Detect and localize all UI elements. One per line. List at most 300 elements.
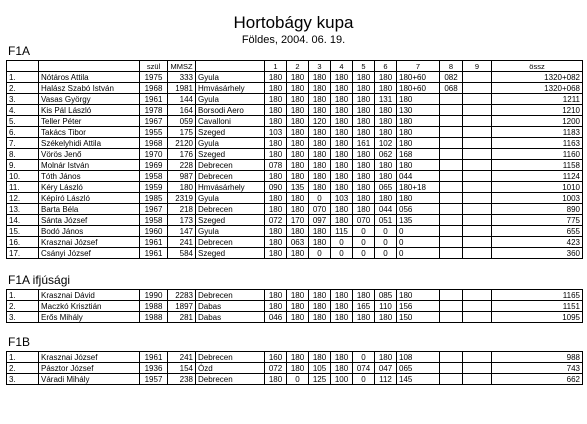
table-cell bbox=[440, 215, 463, 226]
table-cell: 180 bbox=[331, 94, 353, 105]
table-row bbox=[7, 182, 583, 193]
table-cell bbox=[463, 193, 492, 204]
table-cell: 180 bbox=[287, 72, 309, 83]
results-table-f1b bbox=[6, 351, 583, 385]
table-cell: 1968 bbox=[140, 138, 168, 149]
table-cell: 1961 bbox=[140, 248, 168, 259]
table-cell: 180 bbox=[375, 72, 397, 83]
table-cell: 100 bbox=[331, 374, 353, 385]
table-row bbox=[7, 290, 583, 301]
table-cell: 180 bbox=[309, 237, 331, 248]
table-cell: 063 bbox=[287, 237, 309, 248]
table-cell: 180 bbox=[287, 105, 309, 116]
table-cell: 1990 bbox=[140, 290, 168, 301]
table-cell: Szeged bbox=[196, 215, 265, 226]
table-cell: 062 bbox=[375, 149, 397, 160]
table-cell: 180 bbox=[331, 138, 353, 149]
table-cell: 1010 bbox=[492, 182, 583, 193]
table-cell: 120 bbox=[309, 116, 331, 127]
table-cell: Teller Péter bbox=[39, 116, 140, 127]
table-cell: 180 bbox=[287, 83, 309, 94]
table-cell: 1968 bbox=[140, 83, 168, 94]
table-cell: 180 bbox=[331, 182, 353, 193]
table-cell: 180 bbox=[309, 226, 331, 237]
table-cell: 4. bbox=[7, 105, 39, 116]
table-cell: 2. bbox=[7, 301, 39, 312]
table-cell: Sánta József bbox=[39, 215, 140, 226]
table-cell: 13. bbox=[7, 204, 39, 215]
table-cell: 1165 bbox=[492, 290, 583, 301]
table-cell bbox=[440, 193, 463, 204]
table-cell: 655 bbox=[492, 226, 583, 237]
table-cell bbox=[440, 94, 463, 105]
table-cell bbox=[440, 149, 463, 160]
table-cell: 180 bbox=[353, 83, 375, 94]
table-cell: Vörös Jenő bbox=[39, 149, 140, 160]
table-row bbox=[7, 312, 583, 323]
table-row bbox=[7, 72, 583, 83]
table-cell: 180 bbox=[287, 127, 309, 138]
table-cell: 180 bbox=[265, 301, 287, 312]
table-cell: 9. bbox=[7, 160, 39, 171]
table-cell: 1985 bbox=[140, 193, 168, 204]
table-cell: 0 bbox=[331, 237, 353, 248]
table-cell: 180 bbox=[375, 352, 397, 363]
table-cell: 180 bbox=[353, 116, 375, 127]
table-row bbox=[7, 226, 583, 237]
table-cell: 180 bbox=[287, 193, 309, 204]
table-cell: 180 bbox=[309, 312, 331, 323]
table-cell: Barta Béla bbox=[39, 204, 140, 215]
table-cell: 180 bbox=[287, 204, 309, 215]
table-cell: 3. bbox=[7, 312, 39, 323]
table-cell bbox=[440, 290, 463, 301]
table-cell: 180 bbox=[353, 171, 375, 182]
table-cell: 180 bbox=[265, 193, 287, 204]
table-cell bbox=[463, 138, 492, 149]
table-cell: 180 bbox=[265, 149, 287, 160]
table-cell: 125 bbox=[309, 374, 331, 385]
table-cell: 110 bbox=[375, 301, 397, 312]
table-cell: 046 bbox=[265, 312, 287, 323]
table-cell: 180 bbox=[397, 127, 440, 138]
table-cell: 170 bbox=[287, 215, 309, 226]
table-cell: 1936 bbox=[140, 363, 168, 374]
table-cell: 180 bbox=[309, 149, 331, 160]
table-cell bbox=[440, 363, 463, 374]
table-cell: 180 bbox=[265, 226, 287, 237]
table-cell: 068 bbox=[440, 83, 463, 94]
table-cell bbox=[463, 83, 492, 94]
table-cell: 8. bbox=[7, 149, 39, 160]
table-cell: 180 bbox=[287, 226, 309, 237]
table-cell: 1163 bbox=[492, 138, 583, 149]
table-cell bbox=[463, 116, 492, 127]
table-row bbox=[7, 193, 583, 204]
table-cell: 1955 bbox=[140, 127, 168, 138]
table-cell: 102 bbox=[375, 138, 397, 149]
table-cell: 072 bbox=[265, 363, 287, 374]
table-cell: 1095 bbox=[492, 312, 583, 323]
table-cell bbox=[463, 94, 492, 105]
table-cell bbox=[440, 138, 463, 149]
table-row bbox=[7, 94, 583, 105]
table-cell: 180 bbox=[265, 83, 287, 94]
table-cell: 0 bbox=[331, 248, 353, 259]
column-header: 9 bbox=[463, 61, 492, 72]
table-cell: 180 bbox=[287, 352, 309, 363]
section-title-f1b: F1B bbox=[8, 335, 31, 349]
table-cell: 056 bbox=[397, 204, 440, 215]
table-cell bbox=[440, 237, 463, 248]
table-cell: Csányi József bbox=[39, 248, 140, 259]
table-cell: 165 bbox=[353, 301, 375, 312]
table-cell: 16. bbox=[7, 237, 39, 248]
table-cell: 180 bbox=[353, 127, 375, 138]
table-cell: 0 bbox=[353, 352, 375, 363]
table-cell: 890 bbox=[492, 204, 583, 215]
table-cell: 180+60 bbox=[397, 83, 440, 94]
table-cell: 180 bbox=[397, 160, 440, 171]
table-cell: Hmvásárhely bbox=[196, 182, 265, 193]
table-cell: 1211 bbox=[492, 94, 583, 105]
table-cell: 180 bbox=[168, 182, 196, 193]
table-cell bbox=[440, 116, 463, 127]
table-cell: 147 bbox=[168, 226, 196, 237]
table-cell: 180 bbox=[375, 127, 397, 138]
column-header: 5 bbox=[353, 61, 375, 72]
table-cell: 105 bbox=[309, 363, 331, 374]
table-cell: 051 bbox=[375, 215, 397, 226]
table-cell: 0 bbox=[353, 248, 375, 259]
table-cell: 180 bbox=[309, 290, 331, 301]
table-row bbox=[7, 248, 583, 259]
table-cell: Gyula bbox=[196, 193, 265, 204]
table-cell: 775 bbox=[492, 215, 583, 226]
table-cell: 180 bbox=[375, 193, 397, 204]
table-cell: 2283 bbox=[168, 290, 196, 301]
section-title-f1a: F1A bbox=[8, 44, 31, 58]
table-cell: 085 bbox=[375, 290, 397, 301]
table-cell: 180 bbox=[331, 127, 353, 138]
table-cell: Képíró László bbox=[39, 193, 140, 204]
table-cell: 0 bbox=[309, 248, 331, 259]
table-cell: 180 bbox=[309, 171, 331, 182]
table-cell: 180 bbox=[353, 105, 375, 116]
table-cell: 2. bbox=[7, 83, 39, 94]
table-cell bbox=[463, 215, 492, 226]
table-cell: 0 bbox=[353, 374, 375, 385]
table-cell: 180 bbox=[265, 94, 287, 105]
table-cell bbox=[440, 160, 463, 171]
table-cell: 1959 bbox=[140, 182, 168, 193]
table-cell: 10. bbox=[7, 171, 39, 182]
table-cell: Borsodi Aero bbox=[196, 105, 265, 116]
table-cell: 150 bbox=[397, 312, 440, 323]
table-cell: 218 bbox=[168, 204, 196, 215]
table-cell: Bodó János bbox=[39, 226, 140, 237]
table-cell: Szeged bbox=[196, 248, 265, 259]
table-row bbox=[7, 374, 583, 385]
table-cell: 164 bbox=[168, 105, 196, 116]
table-cell: 7. bbox=[7, 138, 39, 149]
table-cell: 103 bbox=[331, 193, 353, 204]
table-cell: 180 bbox=[309, 94, 331, 105]
table-cell bbox=[440, 312, 463, 323]
results-table-f1a-junior bbox=[6, 289, 583, 323]
table-cell: 228 bbox=[168, 160, 196, 171]
table-cell: 090 bbox=[265, 182, 287, 193]
table-cell: 241 bbox=[168, 352, 196, 363]
table-cell: 180 bbox=[397, 193, 440, 204]
table-cell bbox=[440, 105, 463, 116]
table-cell: 180 bbox=[397, 116, 440, 127]
table-cell: 180 bbox=[309, 352, 331, 363]
table-cell: 180 bbox=[331, 215, 353, 226]
table-cell: 0 bbox=[353, 226, 375, 237]
table-cell: 044 bbox=[397, 171, 440, 182]
table-cell bbox=[463, 352, 492, 363]
table-header-row bbox=[7, 61, 583, 72]
table-cell: Krasznai Dávid bbox=[39, 290, 140, 301]
table-cell: Debrecen bbox=[196, 290, 265, 301]
table-cell: 180 bbox=[309, 83, 331, 94]
table-cell: 047 bbox=[375, 363, 397, 374]
table-cell: 180 bbox=[265, 204, 287, 215]
table-cell: 1124 bbox=[492, 171, 583, 182]
table-cell: 1981 bbox=[168, 83, 196, 94]
table-row bbox=[7, 171, 583, 182]
table-row bbox=[7, 105, 583, 116]
table-cell: 180 bbox=[265, 248, 287, 259]
table-cell: 180 bbox=[397, 290, 440, 301]
table-cell: 160 bbox=[265, 352, 287, 363]
table-row bbox=[7, 215, 583, 226]
table-cell: 078 bbox=[265, 160, 287, 171]
table-cell: 180 bbox=[331, 301, 353, 312]
column-header: 6 bbox=[375, 61, 397, 72]
table-cell: Debrecen bbox=[196, 171, 265, 182]
table-cell: Gyula bbox=[196, 72, 265, 83]
table-cell bbox=[463, 248, 492, 259]
table-cell: 180 bbox=[375, 312, 397, 323]
table-cell: 180 bbox=[287, 363, 309, 374]
table-row bbox=[7, 237, 583, 248]
table-cell: 281 bbox=[168, 312, 196, 323]
table-cell: 241 bbox=[168, 237, 196, 248]
table-cell: 0 bbox=[397, 226, 440, 237]
table-cell: 180 bbox=[353, 312, 375, 323]
table-cell: 0 bbox=[397, 248, 440, 259]
table-cell: 1183 bbox=[492, 127, 583, 138]
table-cell: 180 bbox=[309, 105, 331, 116]
table-cell bbox=[463, 226, 492, 237]
table-cell: Hmvásárhely bbox=[196, 83, 265, 94]
table-cell: 180 bbox=[397, 94, 440, 105]
table-cell: 180 bbox=[309, 127, 331, 138]
column-header: 1 bbox=[265, 61, 287, 72]
table-cell: Molnár István bbox=[39, 160, 140, 171]
table-cell: 044 bbox=[375, 204, 397, 215]
table-cell: 3. bbox=[7, 374, 39, 385]
table-cell: Takács Tibor bbox=[39, 127, 140, 138]
table-cell: 072 bbox=[265, 215, 287, 226]
table-cell bbox=[463, 237, 492, 248]
table-cell: Kis Pál László bbox=[39, 105, 140, 116]
table-cell: 2120 bbox=[168, 138, 196, 149]
table-cell: 180 bbox=[287, 149, 309, 160]
table-cell: 1151 bbox=[492, 301, 583, 312]
table-cell: Kéry László bbox=[39, 182, 140, 193]
column-header: 4 bbox=[331, 61, 353, 72]
table-cell: 180 bbox=[353, 290, 375, 301]
table-row bbox=[7, 116, 583, 127]
table-cell: 180 bbox=[375, 83, 397, 94]
table-cell: 180 bbox=[265, 105, 287, 116]
results-table-f1a bbox=[6, 60, 583, 259]
table-cell: 0 bbox=[287, 374, 309, 385]
table-cell: 180 bbox=[331, 160, 353, 171]
table-cell: 1958 bbox=[140, 215, 168, 226]
table-cell: Maczkó Krisztián bbox=[39, 301, 140, 312]
table-cell: 180 bbox=[375, 116, 397, 127]
table-cell: 180 bbox=[265, 171, 287, 182]
table-cell bbox=[440, 127, 463, 138]
table-cell: 180 bbox=[331, 83, 353, 94]
column-header: 3 bbox=[309, 61, 331, 72]
table-cell bbox=[463, 72, 492, 83]
table-cell: Cavalloni bbox=[196, 116, 265, 127]
table-cell: Ózd bbox=[196, 363, 265, 374]
table-cell: 180 bbox=[265, 116, 287, 127]
table-cell: 988 bbox=[492, 352, 583, 363]
table-cell: 360 bbox=[492, 248, 583, 259]
table-cell: Gyula bbox=[196, 94, 265, 105]
table-cell bbox=[463, 204, 492, 215]
table-cell: 2. bbox=[7, 363, 39, 374]
table-cell: Dabas bbox=[196, 312, 265, 323]
table-cell: 0 bbox=[353, 237, 375, 248]
table-cell: 180 bbox=[331, 204, 353, 215]
table-cell: 070 bbox=[309, 204, 331, 215]
table-cell: 1003 bbox=[492, 193, 583, 204]
table-cell: 065 bbox=[397, 363, 440, 374]
table-cell bbox=[463, 290, 492, 301]
section-title-f1a-junior: F1A ifjúsági bbox=[8, 273, 71, 287]
table-cell: 180 bbox=[287, 248, 309, 259]
table-cell: Szeged bbox=[196, 149, 265, 160]
table-cell: 1969 bbox=[140, 160, 168, 171]
table-row bbox=[7, 352, 583, 363]
table-cell: 1320+068 bbox=[492, 83, 583, 94]
table-cell: 145 bbox=[397, 374, 440, 385]
table-cell: Gyula bbox=[196, 138, 265, 149]
column-header: MMSZ bbox=[168, 61, 196, 72]
table-cell: 180 bbox=[287, 160, 309, 171]
table-cell: 135 bbox=[287, 182, 309, 193]
table-cell: 070 bbox=[353, 215, 375, 226]
table-cell bbox=[440, 352, 463, 363]
table-cell: 097 bbox=[309, 215, 331, 226]
column-header bbox=[7, 61, 39, 72]
table-row bbox=[7, 363, 583, 374]
table-cell: 423 bbox=[492, 237, 583, 248]
table-cell: 112 bbox=[375, 374, 397, 385]
table-cell: 082 bbox=[440, 72, 463, 83]
table-cell: 1961 bbox=[140, 237, 168, 248]
table-cell: 130 bbox=[397, 105, 440, 116]
table-cell: 175 bbox=[168, 127, 196, 138]
table-cell: 180+60 bbox=[397, 72, 440, 83]
table-cell: 180 bbox=[265, 237, 287, 248]
table-cell: 662 bbox=[492, 374, 583, 385]
table-cell: 180 bbox=[287, 94, 309, 105]
table-cell: Dabas bbox=[196, 301, 265, 312]
table-cell bbox=[463, 171, 492, 182]
table-cell bbox=[440, 248, 463, 259]
table-cell: 168 bbox=[397, 149, 440, 160]
table-cell: 108 bbox=[397, 352, 440, 363]
table-cell: 176 bbox=[168, 149, 196, 160]
table-cell: 1958 bbox=[140, 171, 168, 182]
table-cell: 180 bbox=[309, 72, 331, 83]
table-cell: 5. bbox=[7, 116, 39, 127]
table-cell: 180 bbox=[287, 312, 309, 323]
table-cell bbox=[440, 204, 463, 215]
table-cell: 180 bbox=[353, 160, 375, 171]
table-cell bbox=[440, 171, 463, 182]
table-cell: 180 bbox=[331, 72, 353, 83]
table-cell: 180 bbox=[353, 72, 375, 83]
table-cell: Debrecen bbox=[196, 237, 265, 248]
table-cell: Krasznai József bbox=[39, 237, 140, 248]
column-header: 8 bbox=[440, 61, 463, 72]
table-cell: 1970 bbox=[140, 149, 168, 160]
table-cell bbox=[463, 374, 492, 385]
table-cell: 0 bbox=[375, 237, 397, 248]
table-cell: 180 bbox=[309, 138, 331, 149]
table-cell: 987 bbox=[168, 171, 196, 182]
table-cell: 12. bbox=[7, 193, 39, 204]
table-cell: 180 bbox=[331, 116, 353, 127]
table-cell: 1158 bbox=[492, 160, 583, 171]
table-cell: 135 bbox=[397, 215, 440, 226]
table-cell: Váradi Mihály bbox=[39, 374, 140, 385]
table-cell: 0 bbox=[375, 226, 397, 237]
table-cell: 1967 bbox=[140, 204, 168, 215]
table-row bbox=[7, 301, 583, 312]
table-row bbox=[7, 160, 583, 171]
table-cell: 1210 bbox=[492, 105, 583, 116]
table-cell: 180 bbox=[287, 171, 309, 182]
table-cell: 180 bbox=[331, 149, 353, 160]
table-cell: Gyula bbox=[196, 226, 265, 237]
table-row bbox=[7, 204, 583, 215]
table-cell bbox=[440, 182, 463, 193]
table-cell: 1967 bbox=[140, 116, 168, 127]
table-cell: 180 bbox=[309, 301, 331, 312]
table-cell bbox=[463, 127, 492, 138]
table-cell: 0 bbox=[397, 237, 440, 248]
table-cell bbox=[440, 226, 463, 237]
table-row bbox=[7, 149, 583, 160]
table-cell: Vasas György bbox=[39, 94, 140, 105]
table-cell: 1978 bbox=[140, 105, 168, 116]
table-cell: Debrecen bbox=[196, 160, 265, 171]
table-cell: 180 bbox=[353, 204, 375, 215]
table-cell: 180 bbox=[309, 182, 331, 193]
table-cell: 15. bbox=[7, 226, 39, 237]
